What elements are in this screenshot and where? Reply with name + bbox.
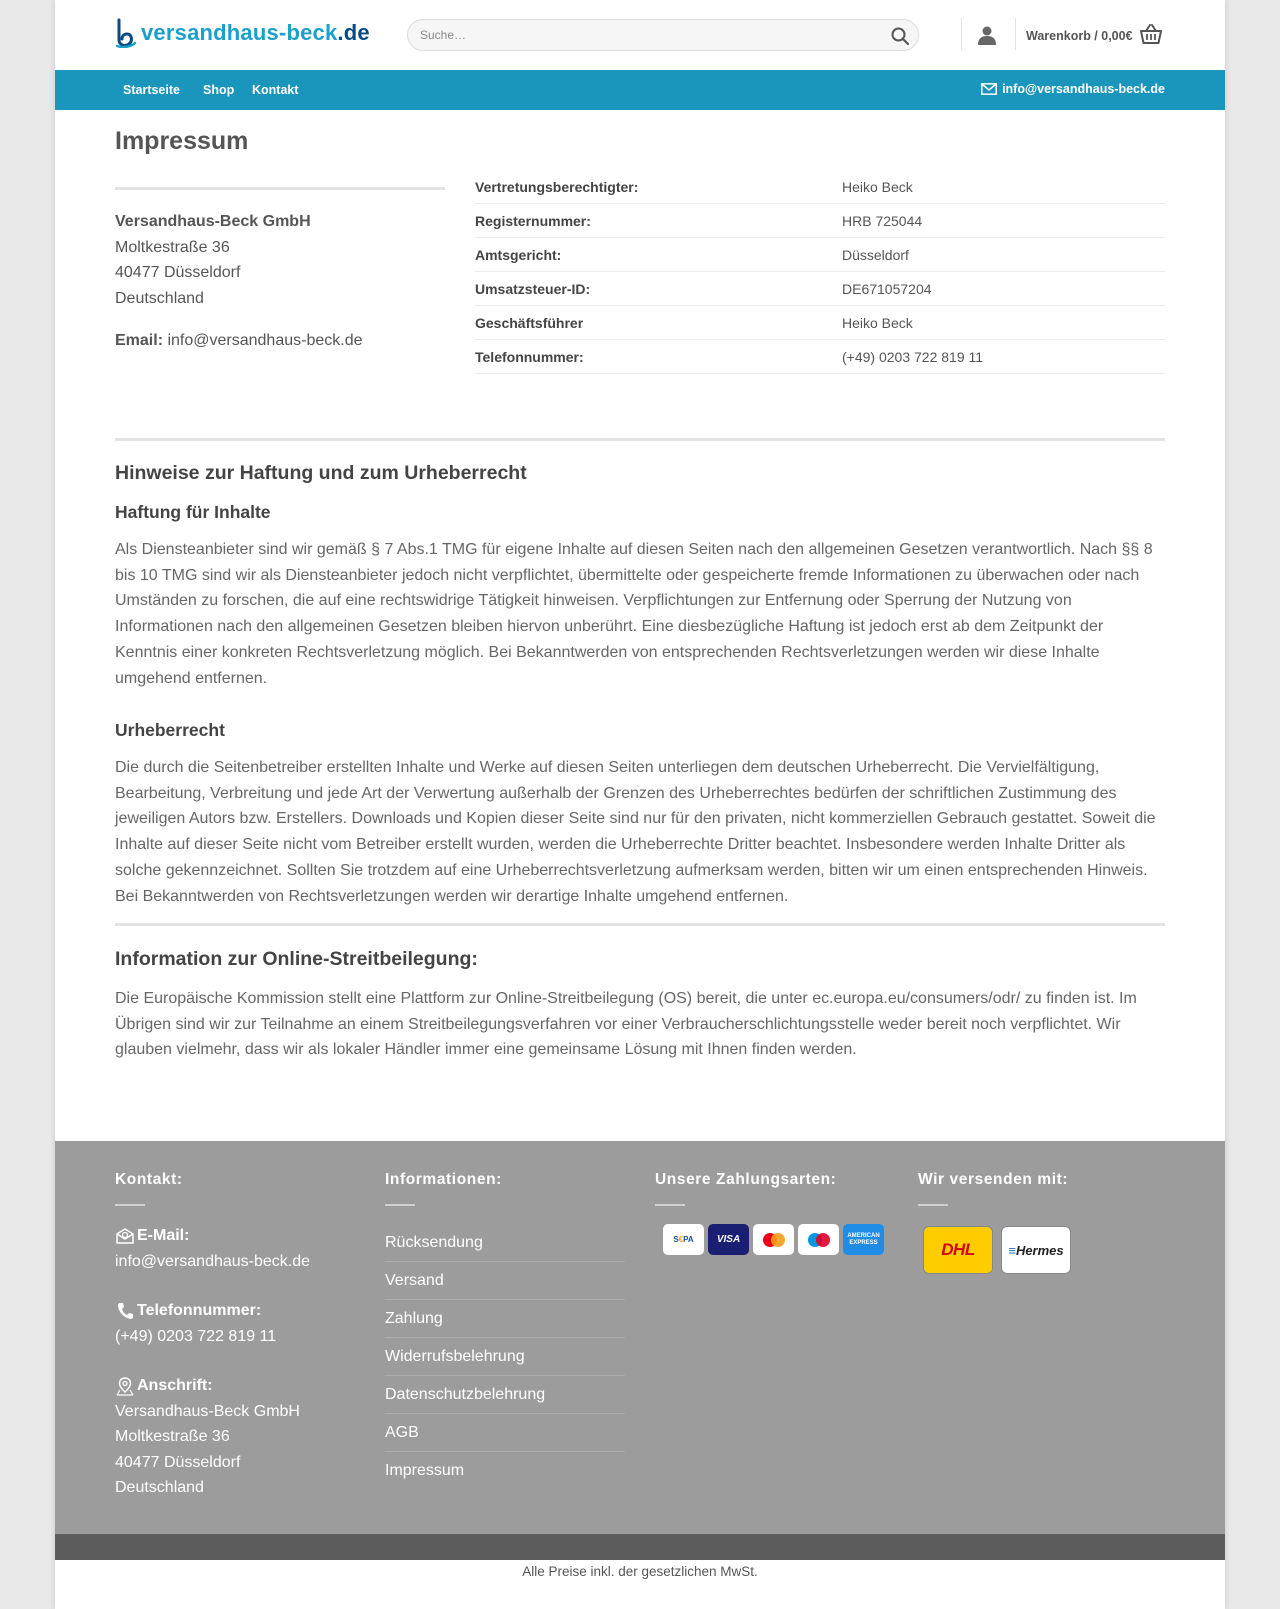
divider [655,1204,685,1206]
basket-icon [1139,23,1163,45]
cart-button[interactable] [1026,26,1163,45]
dhl-logo-icon: DHL [923,1226,993,1274]
table-row [475,238,1165,272]
email-label: Email: [115,332,164,349]
american-express-icon: AMERICAN EXPRESS [843,1224,884,1255]
site-footer [55,1141,1225,1534]
table-row [475,272,1165,306]
address-street: Moltkestraße 36 [115,238,230,256]
footer-link-versand[interactable]: Versand [385,1262,625,1300]
visa-icon: VISA [708,1224,749,1255]
maestro-icon [798,1224,839,1255]
header-divider [961,18,962,50]
phone-icon [115,1301,135,1321]
footer-info-links [385,1224,625,1490]
cart-label: Warenkorb / 0,00€ [1026,28,1133,43]
footer-link-ruecksendung[interactable]: Rücksendung [385,1224,625,1262]
nav-email-text: info@versandhaus-beck.de [1002,82,1165,96]
site-logo[interactable] [115,18,370,48]
detail-key: Registernummer: [475,212,591,229]
search-icon[interactable] [890,26,910,46]
company-address [115,187,445,350]
copyright-text: Die durch die Seitenbetreiber erstellten Inhalte und Werke auf diesen Seiten unterliegen dem deutschen Urheberrecht. Die Vervielfältigung, Bearbeitung, Verbreitung und jede Art der Verwertung außerhalb der Grenzen des Urheberrechtes bedürfen der schriftlichen Zustimmung des jeweiligen Autors bzw. Erstellers. Downloads und Kopien dieser Seite sind nur für den privaten, nicht kommerziellen Gebrauch gestattet. Soweit die Inhalte auf dieser Seite nicht vom Betreiber erstellt wurden, werden die Urheberrechte Dritter beachtet. Insbesondere werden Inhalte Dritter als solche gekennzeichnet. Sollten Sie trotzdem auf eine Urheberrechtsverletzung aufmerksam werden, bitten wir um einen entsprechenden Hinweis. Bei Bekanntwerden von Rechtsverletzungen werden wir derartige Inhalte umgehend entfernen. [115,759,1156,905]
footer-bottom-bar [55,1534,1225,1560]
logo-text [141,20,370,46]
logo-tld: .de [337,20,370,45]
company-details-table [475,170,1165,374]
divider [115,1204,145,1206]
footer-link-widerrufsbelehrung[interactable]: Widerrufsbelehrung [385,1338,625,1376]
liability-heading: Hinweise zur Haftung und zum Urheberrecht [115,462,527,484]
table-row [475,306,1165,340]
main-nav [55,70,1225,110]
address-country: Deutschland [115,289,204,307]
footer-address-label: Anschrift: [137,1377,213,1394]
footer-address-line: 40477 Düsseldorf [115,1453,241,1471]
location-pin-icon [115,1376,135,1396]
footer-address-line: Moltkestraße 36 [115,1428,230,1445]
section-divider [115,923,1165,926]
nav-item-shop[interactable]: Shop [203,83,235,97]
logo-main: versandhaus-beck [141,20,338,45]
footer-contact-title: Kontakt: [115,1171,183,1188]
address-city: 40477 Düsseldorf [115,264,241,281]
nav-item-kontakt[interactable]: Kontakt [252,83,299,97]
footer-address-line: Deutschland [115,1479,204,1496]
content-liability-text: Als Diensteanbieter sind wir gemäß § 7 Abs.1 TMG für eigene Inhalte auf diesen Seiten nach den allgemeinen Gesetzen verantwortlich. Nach §§ 8 bis 10 TMG sind wir als Diensteanbieter jedoch nicht verpflichtet, übermittelte oder gespeicherte fremde Informationen zu überwachen oder nach Umständen zu forschen, die auf eine rechtswidrige Tätigkeit hinweisen. Verpflichtungen zur Entfernung oder Sperrung der Nutzung von Informationen nach den allgemeinen Gesetzen bleiben hiervon unberührt. Eine diesbezügliche Haftung ist jedoch erst ab dem Zeitpunkt der Kenntnis einer konkreten Rechtsverletzung möglich. Bei Bekanntwerden von entsprechenden Rechtsverletzungen werden wir diese Inhalte umgehend entfernen. [115,541,1153,687]
logo-icon [115,18,137,48]
search-input[interactable] [408,20,848,50]
copyright-heading: Urheberrecht [115,720,225,740]
detail-key: Umsatzsteuer-ID: [475,280,591,297]
sepa-icon: S€PA [663,1224,704,1255]
page-title: Impressum [115,127,249,155]
footer-phone-value: (+49) 0203 722 819 11 [115,1327,277,1345]
table-row [475,340,1165,374]
email-icon [115,1226,135,1246]
footer-link-impressum[interactable]: Impressum [385,1462,465,1479]
divider [385,1204,415,1206]
detail-value: HRB 725044 [842,212,923,229]
footer-shipping-title: Wir versenden mit: [918,1171,1069,1188]
page-wrapper [55,0,1225,1609]
footer-payment [655,1171,895,1255]
footer-email-label: E-Mail: [137,1227,190,1244]
user-account-icon[interactable] [977,25,997,45]
detail-value: Düsseldorf [842,246,909,263]
footer-contact [115,1171,355,1501]
footer-link-agb[interactable]: AGB [385,1414,625,1452]
search-bar [407,19,919,51]
odr-text: Die Europäische Kommission stellt eine Plattform zur Online-Streitbeilegung (OS) bereit, die unter ec.europa.eu/consumers/odr/ zu finden ist. Im Übrigen sind wir zur Teilnahme an einem Streitbeilegungsverfahren vor einer Verbraucherschlichtungsstelle weder bereit noch verpflichtet. Wir glauben vielmehr, dass wir als lokaler Händler immer eine gemeinsame Lösung mit Ihnen finden werden. [115,990,1137,1059]
payment-methods [663,1224,895,1255]
footer-information [385,1171,625,1490]
detail-key: Geschäftsführer [475,314,584,331]
footer-address-line: Versandhaus-Beck GmbH [115,1402,300,1420]
footer-payment-title: Unsere Zahlungsarten: [655,1171,837,1188]
nav-item-startseite[interactable]: Startseite [123,83,180,97]
company-email [115,332,445,350]
detail-value: DE671057204 [842,280,932,297]
detail-value: Heiko Beck [842,314,913,331]
footer-shipping [918,1171,1158,1274]
footer-link-zahlung[interactable]: Zahlung [385,1300,625,1338]
detail-key: Amtsgericht: [475,246,562,263]
footer-phone-label: Telefonnummer: [137,1302,262,1319]
footer-info-title: Informationen: [385,1171,502,1188]
odr-heading: Information zur Online-Streitbeilegung: [115,948,478,970]
detail-key: Vertretungsberechtigter: [475,178,639,195]
content-liability-heading: Haftung für Inhalte [115,502,271,522]
detail-value: (+49) 0203 722 819 11 [842,348,984,365]
detail-value: Heiko Beck [842,178,913,195]
footer-email-value[interactable]: info@versandhaus-beck.de [115,1252,311,1270]
detail-key: Telefonnummer: [475,348,584,365]
divider [115,187,445,190]
divider [918,1204,948,1206]
envelope-icon [981,83,997,95]
table-row [475,204,1165,238]
footer-link-datenschutzbelehrung[interactable]: Datenschutzbelehrung [385,1376,625,1414]
vat-note: Alle Preise inkl. der gesetzlichen MwSt. [522,1564,758,1579]
mastercard-icon [753,1224,794,1255]
header-divider [1015,18,1016,50]
site-header [55,0,1225,70]
section-divider [115,438,1165,441]
email-value[interactable]: info@versandhaus-beck.de [167,332,363,349]
nav-email-link[interactable] [981,82,1165,96]
shipping-carriers [923,1226,1158,1274]
hermes-logo-icon: ≡Hermes [1001,1226,1071,1274]
company-name: Versandhaus-Beck GmbH [115,213,311,230]
table-row [475,170,1165,204]
